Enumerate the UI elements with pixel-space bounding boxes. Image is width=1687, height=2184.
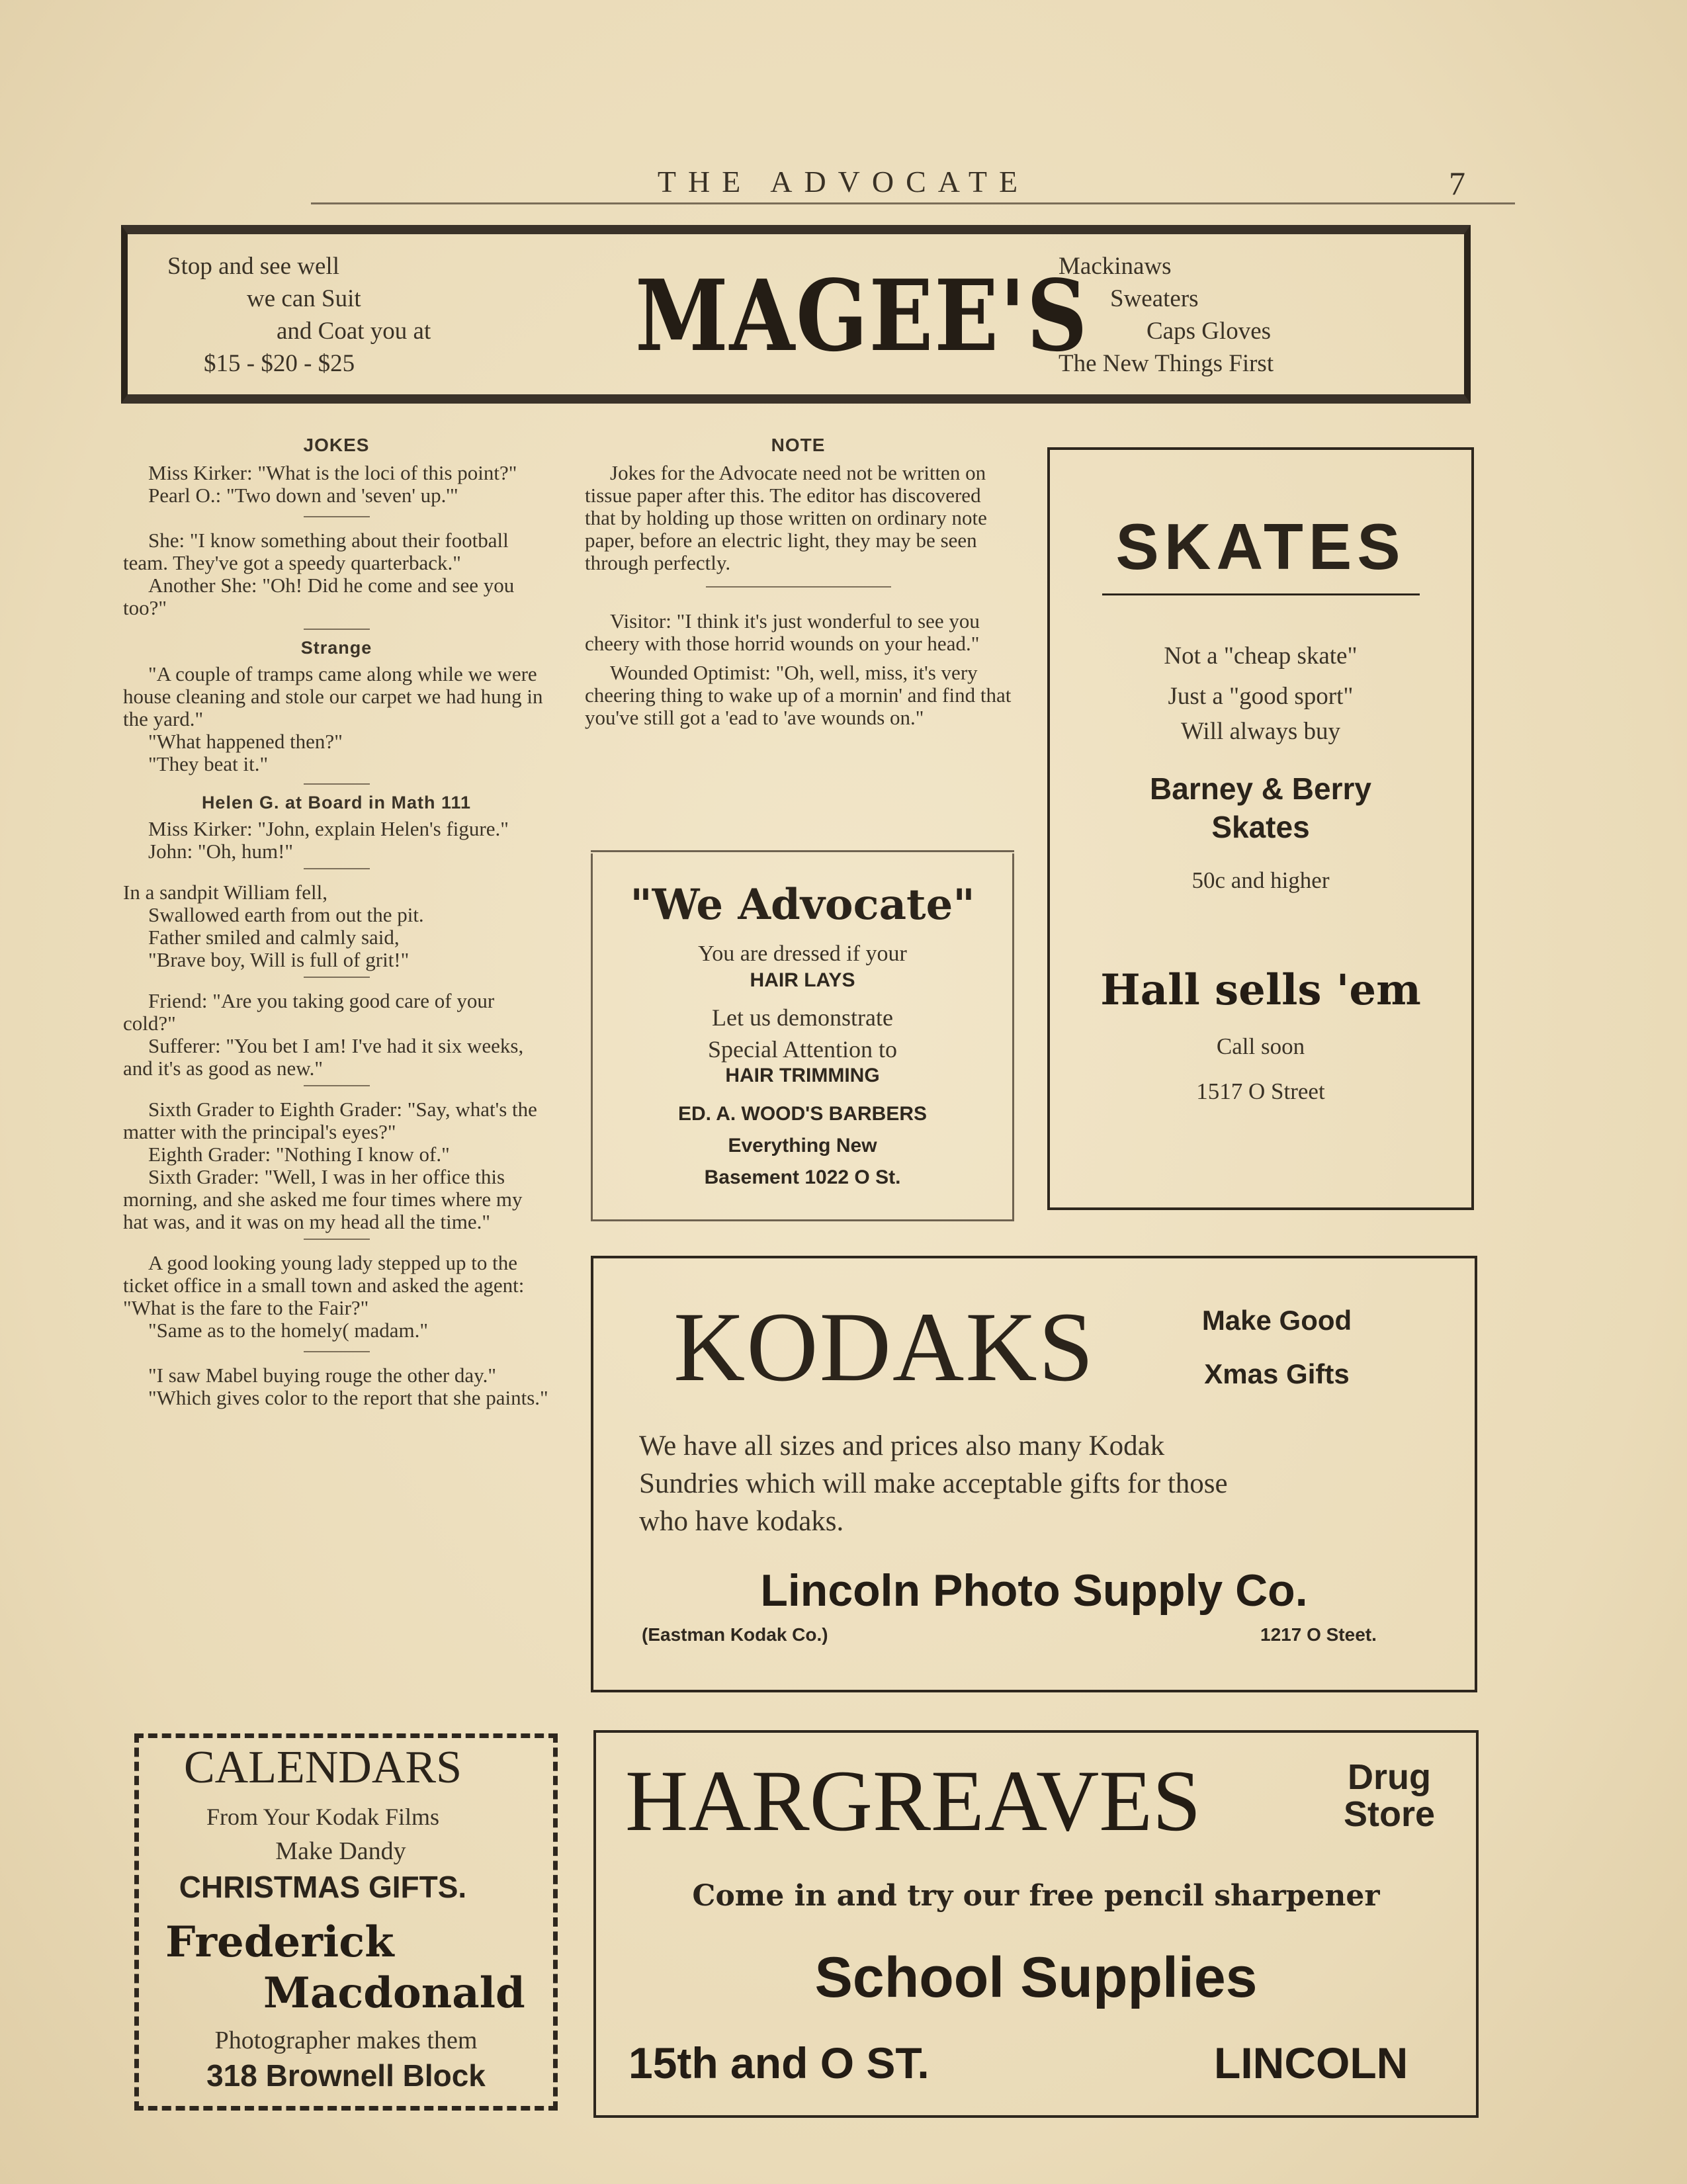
skates-call: Call soon bbox=[1216, 1033, 1305, 1059]
magee-right-line: Sweaters bbox=[1110, 285, 1199, 312]
kodak-body-line: We have all sizes and prices also many Kodak bbox=[639, 1430, 1165, 1462]
joke-line: Sixth Grader: "Well, I was in her office this morning, and she asked me four times where my hat was, and it was on my head all the time." bbox=[123, 1165, 523, 1233]
magee-left-line: $15 - $20 - $25 bbox=[204, 350, 355, 377]
skates-title: SKATES bbox=[1115, 510, 1406, 583]
poem-line: Swallowed earth from out the pit. bbox=[148, 903, 424, 926]
joke-line: Friend: "Are you taking good care of your cold?" bbox=[123, 989, 495, 1035]
joke-line: Sixth Grader to Eighth Grader: "Say, what's the matter with the principal's eyes?" bbox=[123, 1098, 537, 1143]
skates-brand: Skates bbox=[1211, 810, 1310, 844]
separator-rule bbox=[304, 977, 370, 978]
visitor-line: Wounded Optimist: "Oh, well, miss, it's very cheering thing to wake up of a mornin' and find that you've still got a 'ead to 'ave wounds on." bbox=[585, 661, 1012, 729]
strange-heading: Strange bbox=[300, 638, 372, 658]
skates-line: Just a "good sport" bbox=[1168, 683, 1354, 710]
skates-line: Will always buy bbox=[1180, 718, 1341, 745]
kodak-store: Lincoln Photo Supply Co. bbox=[760, 1565, 1308, 1616]
magee-right-line: The New Things First bbox=[1059, 350, 1274, 377]
barber-line: You are dressed if your bbox=[698, 941, 907, 966]
calendars-line: Make Dandy bbox=[275, 1837, 406, 1865]
header-rule bbox=[311, 202, 1515, 204]
hargreaves-address-left: 15th and O ST. bbox=[628, 2038, 930, 2087]
hargreaves-line: School Supplies bbox=[814, 1946, 1258, 2009]
kodak-tag: Xmas Gifts bbox=[1204, 1358, 1350, 1389]
kodak-body-line: Sundries which will make acceptable gifts for those bbox=[639, 1468, 1228, 1499]
kodak-tag: Make Good bbox=[1201, 1305, 1352, 1336]
magee-logo: MAGEE'S bbox=[635, 258, 1089, 373]
magee-left-line: we can Suit bbox=[247, 285, 361, 312]
poem-line: Father smiled and calmly said, bbox=[148, 926, 400, 949]
joke-line: "Same as to the homely( madam." bbox=[148, 1319, 429, 1342]
calendars-line: CHRISTMAS GIFTS. bbox=[179, 1870, 467, 1904]
magee-right-text bbox=[1059, 250, 1274, 380]
calendars-line: Photographer makes them bbox=[214, 2027, 478, 2054]
joke-line: Sufferer: "You bet I am! I've had it six weeks, and it's as good as new." bbox=[123, 1034, 524, 1080]
magee-right-line: Mackinaws bbox=[1059, 253, 1172, 280]
separator-rule bbox=[304, 516, 370, 517]
joke-line: "They beat it." bbox=[148, 752, 269, 775]
kodak-body bbox=[639, 1427, 1228, 1540]
joke-line: Pearl O.: "Two down and 'seven' up.'" bbox=[148, 484, 458, 507]
joke-line: "I saw Mabel buying rouge the other day." bbox=[148, 1364, 497, 1387]
calendars-address: 318 Brownell Block bbox=[206, 2058, 486, 2093]
joke-line: Miss Kirker: "What is the loci of this point?" bbox=[148, 461, 517, 484]
skates-ad-content bbox=[1047, 509, 1474, 1105]
hargreaves-tag: Drug bbox=[1348, 1757, 1431, 1797]
joke-line: "A couple of tramps came along while we were house cleaning and stole our carpet we had hung in the yard." bbox=[123, 662, 543, 730]
joke-line: John: "Oh, hum!" bbox=[148, 840, 294, 863]
visitor-line: Visitor: "I think it's just wonderful to see you cheery with those horrid wounds on your head." bbox=[585, 609, 980, 655]
barber-line: ED. A. WOOD'S BARBERS bbox=[677, 1103, 928, 1125]
magee-right-line: Caps Gloves bbox=[1146, 318, 1272, 345]
poem-line: "Brave boy, Will is full of grit!" bbox=[148, 948, 410, 971]
joke-line: Eighth Grader: "Nothing I know of." bbox=[148, 1143, 450, 1166]
hargreaves-line: Come in and try our free pencil sharpener bbox=[692, 1879, 1380, 1913]
barber-line: Everything New bbox=[728, 1135, 877, 1157]
page-number: 7 bbox=[1449, 165, 1465, 202]
separator-rule bbox=[304, 868, 370, 869]
skates-price: 50c and higher bbox=[1191, 867, 1330, 893]
jokes-heading: JOKES bbox=[303, 435, 370, 455]
barber-line: HAIR TRIMMING bbox=[725, 1065, 880, 1086]
barber-line: Basement 1022 O St. bbox=[704, 1166, 901, 1188]
kodak-title: KODAKS bbox=[673, 1292, 1096, 1402]
skates-brand: Barney & Berry bbox=[1150, 771, 1371, 806]
skates-address: 1517 O Street bbox=[1196, 1078, 1325, 1104]
poem-line: In a sandpit William fell, bbox=[123, 881, 327, 904]
hargreaves-tag: Store bbox=[1343, 1794, 1436, 1834]
calendars-line: From Your Kodak Films bbox=[206, 1804, 440, 1830]
note-text: Jokes for the Advocate need not be written on tissue paper after this. The editor has discovered that by holding up those written on ordinary note paper, before an electric light, they may be seen through perfectly. bbox=[585, 461, 987, 574]
hargreaves-address-right: LINCOLN bbox=[1214, 2038, 1408, 2087]
magee-left-text bbox=[167, 250, 431, 380]
separator-rule bbox=[304, 1239, 370, 1240]
kodak-sub-left: (Eastman Kodak Co.) bbox=[642, 1624, 828, 1645]
hargreaves-title: HARGREAVES bbox=[625, 1752, 1201, 1849]
barber-line: HAIR LAYS bbox=[750, 969, 855, 991]
barber-line: Let us demonstrate bbox=[712, 1004, 893, 1031]
calendars-title: CALENDARS bbox=[183, 1742, 462, 1793]
skates-seller: Hall sells 'em bbox=[1100, 965, 1421, 1015]
jokes-column bbox=[123, 434, 550, 1409]
magee-left-line: and Coat you at bbox=[277, 318, 431, 345]
joke-line: Another She: "Oh! Did he come and see you too?" bbox=[123, 574, 515, 619]
joke-line: A good looking young lady stepped up to the ticket office in a small town and asked the agent: "What is the fare to the Fair?" bbox=[123, 1251, 525, 1319]
joke-line: Miss Kirker: "John, explain Helen's figure." bbox=[148, 817, 509, 840]
barber-ad-top-rule bbox=[591, 850, 1014, 852]
separator-rule bbox=[304, 783, 370, 785]
separator-rule bbox=[304, 629, 370, 630]
barber-title: "We Advocate" bbox=[630, 880, 975, 930]
separator-rule bbox=[304, 1351, 370, 1352]
magee-left-line: Stop and see well bbox=[167, 253, 339, 280]
calendars-name: Macdonald bbox=[263, 1968, 525, 2018]
note-column bbox=[585, 434, 1012, 729]
skates-title-rule bbox=[1102, 593, 1420, 595]
calendars-name: Frederick bbox=[165, 1917, 394, 1967]
joke-line: She: "I know something about their football team. They've got a speedy quarterback." bbox=[123, 529, 509, 574]
kodak-body-line: who have kodaks. bbox=[639, 1506, 844, 1537]
joke-line: "What happened then?" bbox=[148, 730, 343, 753]
separator-rule bbox=[304, 1085, 370, 1086]
kodak-sub-right: 1217 O Steet. bbox=[1260, 1624, 1377, 1645]
running-head: THE ADVOCATE bbox=[657, 165, 1030, 198]
skates-line: Not a "cheap skate" bbox=[1164, 642, 1358, 670]
joke-line: "Which gives color to the report that she paints." bbox=[148, 1386, 548, 1409]
separator-rule bbox=[706, 586, 891, 588]
note-heading: NOTE bbox=[771, 435, 826, 455]
helen-heading: Helen G. at Board in Math 111 bbox=[201, 793, 472, 812]
barber-line: Special Attention to bbox=[708, 1036, 897, 1063]
barber-ad-content bbox=[591, 880, 1014, 1189]
barber-ad-bottom-rule bbox=[591, 1219, 1014, 1221]
